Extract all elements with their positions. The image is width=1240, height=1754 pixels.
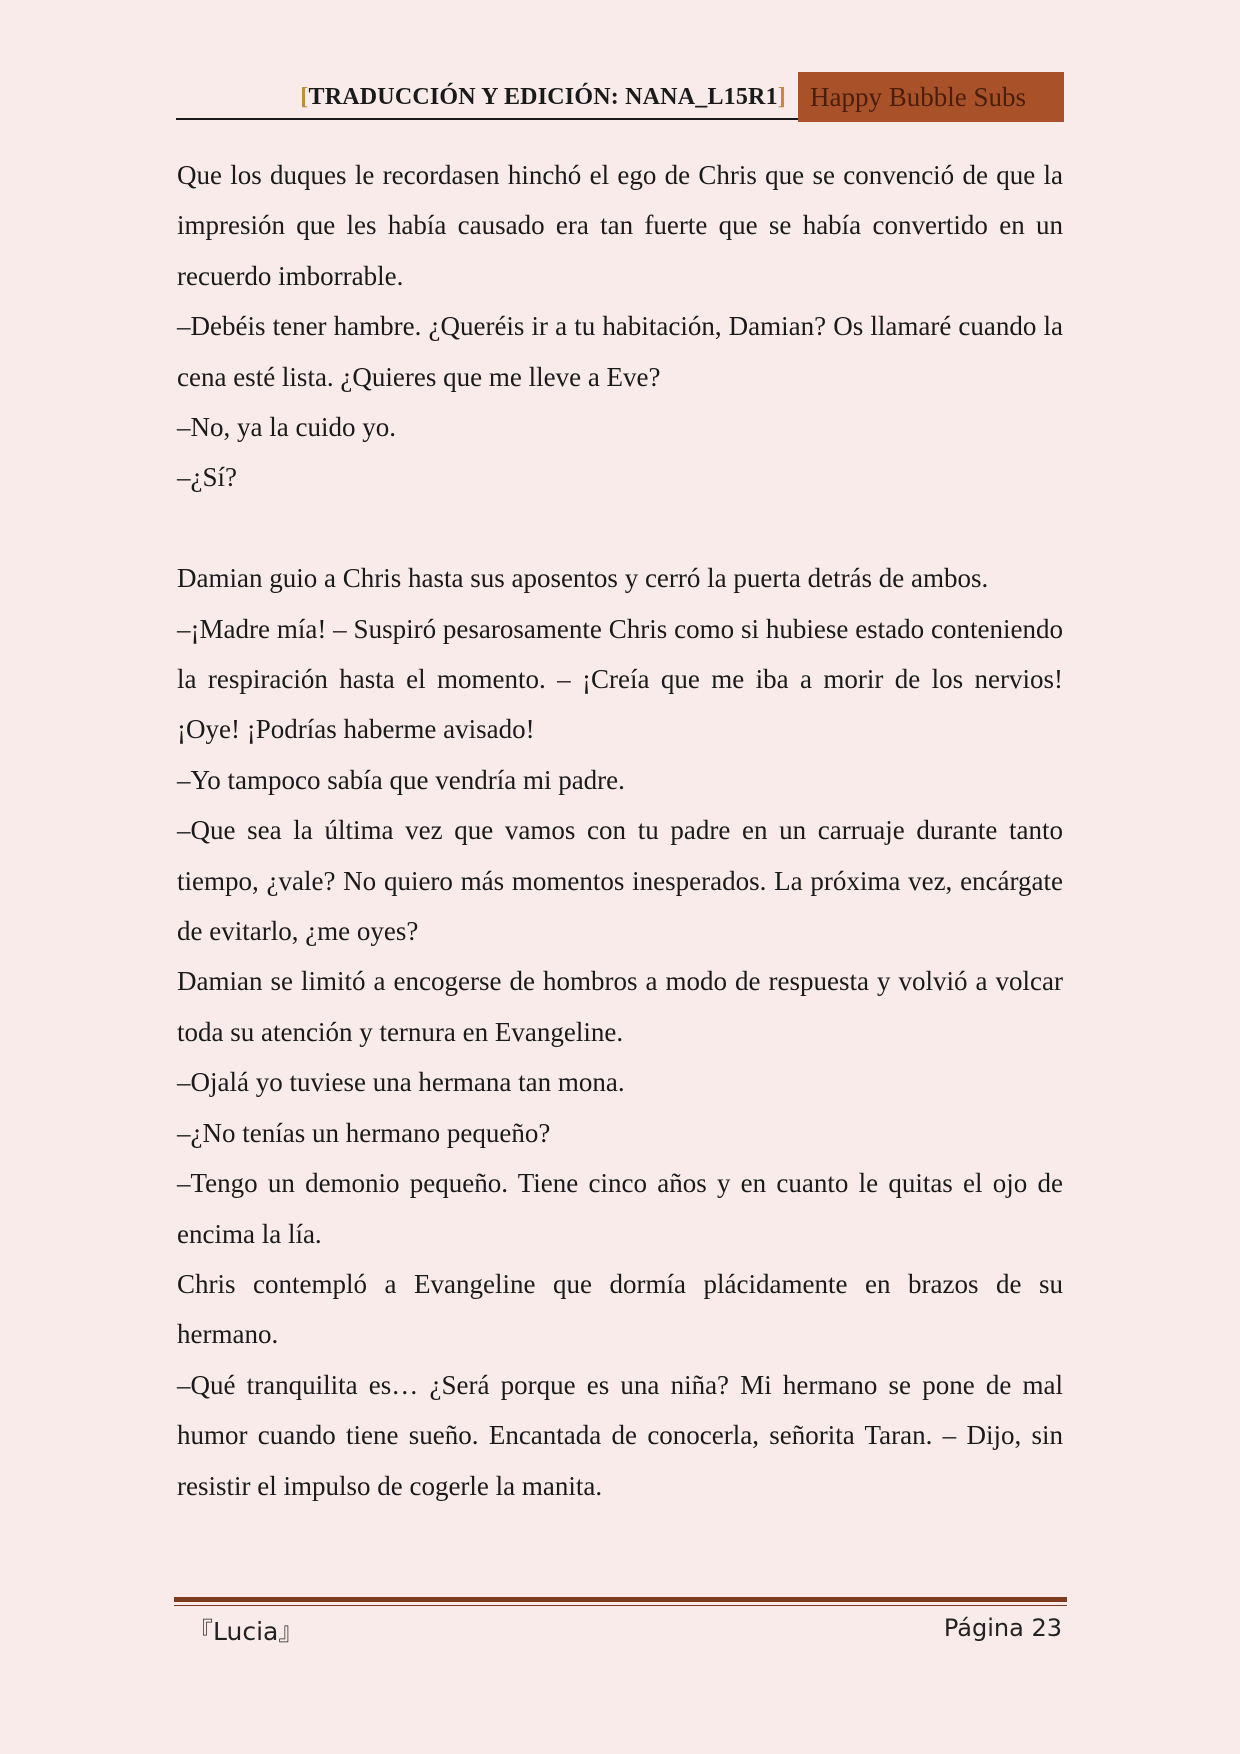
paragraph: Que los duques le recordasen hinchó el ego de Chris que se convenció de que la impresión que les había causado era tan fuerte que se había convertido en un recuerdo imborrable. — [177, 160, 1063, 291]
paragraph: Damian se limitó a encogerse de hombros a modo de respuesta y volvió a volcar toda su atención y ternura en Evangeline. — [177, 966, 1063, 1047]
translation-credit — [300, 84, 786, 111]
translation-credit-area — [176, 72, 798, 120]
paragraph: Damian guio a Chris hasta sus aposentos y cerró la puerta detrás de ambos. — [177, 563, 989, 594]
paragraph: –Yo tampoco sabía que vendría mi padre. — [177, 764, 625, 795]
paragraph: –Qué tranquilita es… ¿Será porque es una niña? Mi hermano se pone de mal humor cuando tiene sueño. Encantada de conocerla, señorita Taran. – Dijo, sin resistir el impulso de cogerle la manita. — [177, 1369, 1063, 1501]
page-body — [177, 150, 1063, 1511]
paragraph: –Tengo un demonio pequeño. Tiene cinco años y en cuanto le quitas el ojo de encima la lía. — [177, 1168, 1063, 1249]
page-number: Página 23 — [943, 1614, 1062, 1642]
paragraph: –Debéis tener hambre. ¿Queréis ir a tu habitación, Damian? Os llamaré cuando la cena esté lista. ¿Quieres que me lleve a Eve? — [177, 311, 1063, 392]
credit-bracket-close: ] — [777, 84, 786, 110]
footer-rule-thick — [174, 1597, 1067, 1602]
paragraph: –No, ya la cuido yo. — [177, 412, 396, 443]
paragraph: –¿Sí? — [177, 462, 237, 493]
page-header — [176, 72, 1064, 122]
credit-bracket-open: [ — [300, 84, 309, 110]
paragraph: –Ojalá yo tuviese una hermana tan mona. — [177, 1067, 625, 1098]
paragraph: Chris contempló a Evangeline que dormía plácidamente en brazos de su hermano. — [177, 1268, 1063, 1350]
paragraph: –¡Madre mía! – Suspiró pesarosamente Chris como si hubiese estado conteniendo la respiración hasta el momento. – ¡Creía que me iba a morir de los nervios! ¡Oye! ¡Podrías haberme avisado! — [177, 613, 1063, 745]
book-title: 『Lucia』 — [188, 1617, 304, 1646]
footer-rule-thin — [174, 1605, 1067, 1606]
group-name-badge: Happy Bubble Subs — [798, 72, 1064, 122]
paragraph-spacer — [177, 503, 1063, 553]
paragraph: –¿No tenías un hermano pequeño? — [177, 1117, 551, 1148]
paragraph: –Que sea la última vez que vamos con tu padre en un carruaje durante tanto tiempo, ¿vale? No quiero más momentos inesperados. La próxima vez, encárgate de evitarlo, ¿me oyes? — [177, 815, 1063, 947]
credit-text: TRADUCCIÓN Y EDICIÓN: NANA_L15R1 — [308, 84, 778, 110]
